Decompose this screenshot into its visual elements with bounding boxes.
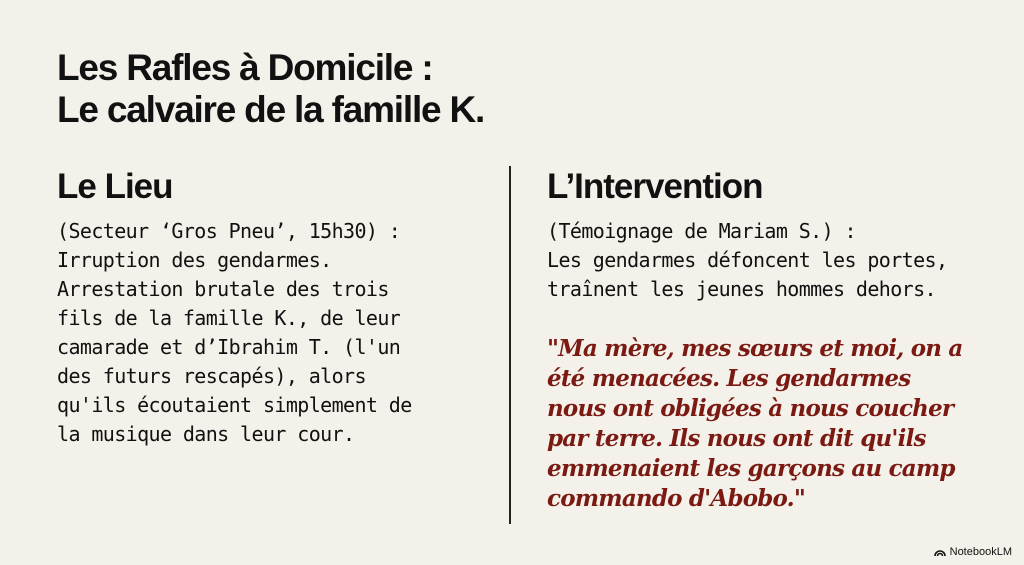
right-body-line: (Témoignage de Mariam S.) : [547, 219, 856, 243]
notebooklm-logo-icon [934, 548, 946, 557]
right-body-line: Les gendarmes défoncent les portes, [547, 248, 948, 272]
left-column-heading: Le Lieu [57, 167, 173, 206]
slide-title [57, 47, 484, 131]
right-column-body [547, 217, 947, 304]
notebooklm-brand [934, 546, 1012, 558]
quote-line: emmenaient les garçons au camp [547, 455, 955, 482]
left-body-line: des futurs rescapés), alors [57, 364, 366, 388]
right-column-heading: L’Intervention [547, 167, 763, 206]
quote-line: "Ma mère, mes sœurs et moi, on a [547, 335, 963, 362]
slide-title-line-2: Le calvaire de la famille K. [57, 89, 485, 130]
left-body-line: la musique dans leur cour. [57, 422, 355, 446]
left-body-line: fils de la famille K., de leur [57, 306, 401, 330]
brand-label: NotebookLM [949, 546, 1012, 558]
quote-line: par terre. Ils nous ont dit qu'ils [547, 425, 926, 452]
slide-title-line-1: Les Rafles à Domicile : [57, 47, 433, 88]
left-body-line: qu'ils écoutaient simplement de [57, 393, 412, 417]
left-body-line: Irruption des gendarmes. [57, 248, 332, 272]
quote-line: été menacées. Les gendarmes [547, 365, 911, 392]
right-body-line: traînent les jeunes hommes dehors. [547, 277, 936, 301]
column-divider [509, 166, 511, 524]
quote-line: commando d'Abobo." [547, 485, 806, 512]
testimony-quote [547, 334, 962, 514]
quote-line: nous ont obligées à nous coucher [547, 395, 954, 422]
left-column-body [57, 217, 412, 449]
left-body-line: (Secteur ‘Gros Pneu’, 15h30) : [57, 219, 401, 243]
left-body-line: camarade et d’Ibrahim T. (l'un [57, 335, 401, 359]
left-body-line: Arrestation brutale des trois [57, 277, 389, 301]
